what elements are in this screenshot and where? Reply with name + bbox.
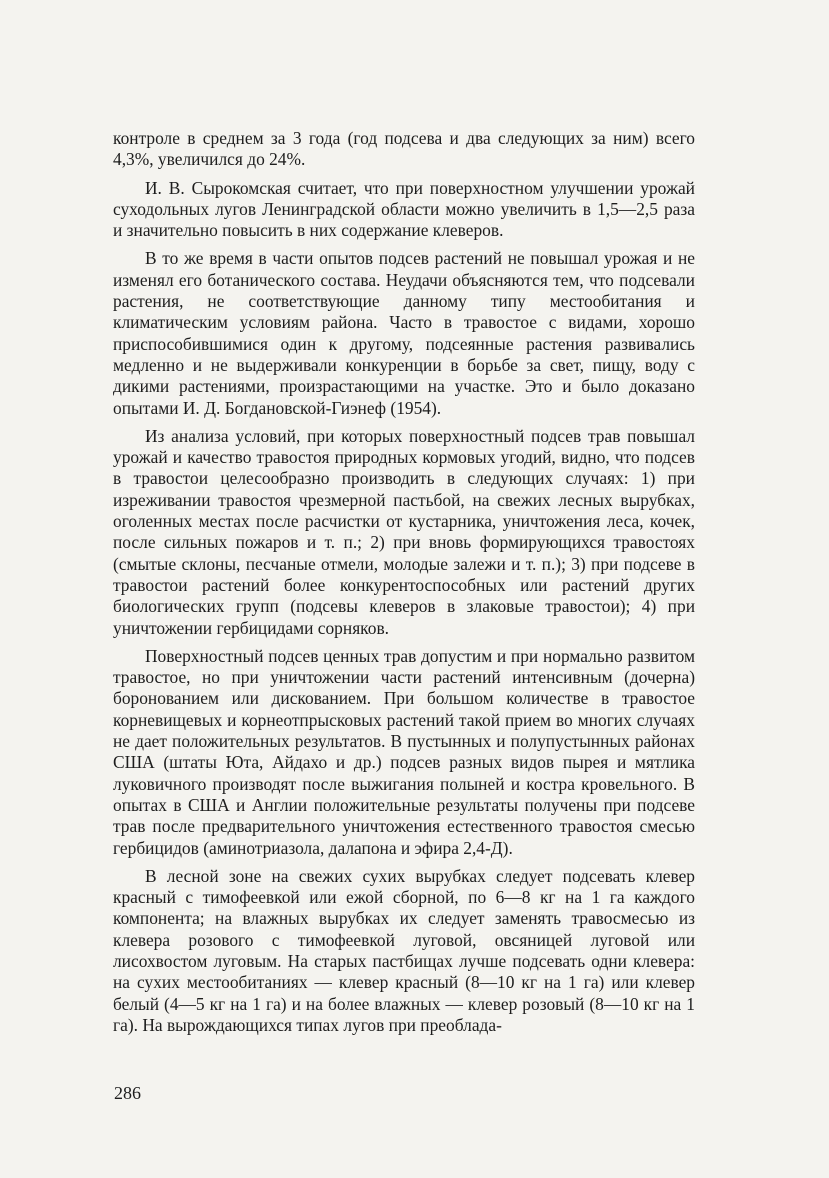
paragraph-conditions: Из анализа условий, при которых поверхностный подсев трав повышал урожай и качество травостоя природных кормовых угодий, видно, что подсев в травостои целесообразно производить в следующих случаях: 1) при изреживании травостоя чрезмерной пастьбой, на свежих лесных вырубках, оголенных местах после расчистки от кустарника, уничтожения леса, кочек, после сильных пожаров и т. п.; 2) при вновь формирующихся травостоях (смытые склоны, песчаные отмели, молодые залежи и т. п.); 3) при подсеве в травостои растений более конкурентоспособных или растений других биологических групп (подсевы клеверов в злаковые травостои); 4) при уничтожении гербицидами сорняков. <box>113 425 695 638</box>
paragraph-continuation: контроле в среднем за 3 года (год подсева и два следующих за ним) всего 4,3%, увеличился до 24%. <box>113 128 695 170</box>
paragraph-syrokomskaya: И. В. Сырокомская считает, что при поверхностном улучшении урожай суходольных лугов Ленинградской области можно увеличить в 1,5—2,5 раза и значительно повысить в них содержание клеверов. <box>113 177 695 241</box>
page-number: 286 <box>114 1083 141 1103</box>
body-text <box>113 128 695 1036</box>
paragraph-forest-zone: В лесной зоне на свежих сухих вырубках следует подсевать клевер красный с тимофеевкой или ежой сборной, по 6—8 кг на 1 га каждого компонента; на влажных вырубках их следует заменять травосмесью из клевера розового с тимофеевкой луговой, овсяницей луговой или лисохвостом луговым. На старых пастбищах лучше подсевать одни клевера: на сухих местообитаниях — клевер красный (8—10 кг на 1 га) или клевер белый (4—5 кг на 1 га) и на более влажных — клевер розовый (8—10 кг на 1 га). На вырождающихся типах лугов при преоблада- <box>113 865 695 1035</box>
paragraph-normal-stand: Поверхностный подсев ценных трав допустим и при нормально развитом травостое, но при уничтожении части растений интенсивным (дочерна) боронованием или дискованием. При большом количестве в травостое корневищевых и корнеотпрысковых растений такой прием во многих случаях не дает положительных результатов. В пустынных и полупустынных районах США (штаты Юта, Айдахо и др.) подсев разных видов пырея и мятлика луковичного производят после выжигания полыней и костра кровельного. В опытах в США и Англии положительные результаты получены при подсеве трав после предварительного уничтожения естественного травостоя смесью гербицидов (аминотриазола, далапона и эфира 2,4-Д). <box>113 645 695 858</box>
paragraph-failures: В то же время в части опытов подсев растений не повышал урожая и не изменял его ботанического состава. Неудачи объясняются тем, что подсевали растения, не соответствующие данному типу местообитания и климатическим условиям района. Часто в травостое с видами, хорошо приспособившимися один к другому, подсеянные растения развивались медленно и не выдерживали конкуренции в борьбе за свет, пищу, воду с дикими растениями, произрастающими на участке. Это и было доказано опытами И. Д. Богдановской-Гиэнеф (1954). <box>113 248 695 418</box>
